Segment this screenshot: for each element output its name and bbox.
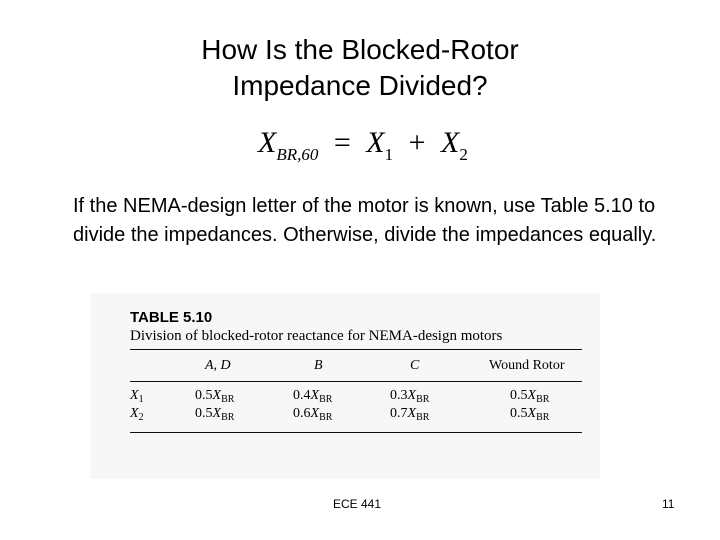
table-row-label-x1: $X_1$ <box>130 388 144 405</box>
equation-term1-symbol: X <box>366 126 385 159</box>
equation-term1-subscript: 1 <box>384 145 394 164</box>
equation-lhs-symbol: X <box>258 126 277 159</box>
table-cell-x2-b: $0.6X_{BR}$ <box>293 406 333 423</box>
equation-term2-symbol: X <box>441 126 460 159</box>
table-rule-bottom <box>130 432 582 433</box>
equation-equals: = <box>333 126 351 159</box>
table-image <box>90 293 600 479</box>
table-title: TABLE 5.10 <box>130 309 213 326</box>
table-cell-x1-a-d: $0.5X_{BR}$ <box>195 388 235 405</box>
table-cell-x1-b: $0.4X_{BR}$ <box>293 388 333 405</box>
table-cell-x2-wound-rotor: $0.5X_{BR}$ <box>510 406 550 423</box>
table-cell-x2-c: $0.7X_{BR}$ <box>390 406 430 423</box>
footer-course: ECE 441 <box>333 497 382 511</box>
table-header-c: C <box>410 358 420 373</box>
slide-title-line-1: How Is the Blocked-Rotor <box>201 34 519 65</box>
table-row-label-x2: $X_2$ <box>130 406 144 423</box>
table-cell-x2-a-d: $0.5X_{BR}$ <box>195 406 235 423</box>
table-header-wound-rotor: Wound Rotor <box>489 358 565 373</box>
table-cell-x1-wound-rotor: $0.5X_{BR}$ <box>510 388 550 405</box>
body-paragraph: If the NEMA-design letter of the motor is known, use Table 5.10 to divide the impedances. Otherwise, divide the impedances equally. <box>73 195 657 246</box>
table-cell-x1-c: $0.3X_{BR}$ <box>390 388 430 405</box>
slide-title <box>0 32 720 104</box>
slide-title-line-2: Impedance Divided? <box>232 70 488 101</box>
table-rule-mid <box>130 381 582 382</box>
table-header-a-d: A, D <box>205 358 231 373</box>
table-header-b: B <box>314 358 323 373</box>
table-rule-top <box>130 349 582 350</box>
equation-term2-subscript: 2 <box>459 145 468 164</box>
equation-lhs-subscript: BR,60 <box>276 145 319 164</box>
footer-page-number: 11 <box>662 497 675 511</box>
impedance-equation <box>258 126 518 166</box>
table-caption: Division of blocked-rotor reactance for NEMA-design motors <box>130 328 503 344</box>
equation-plus: + <box>408 126 426 159</box>
